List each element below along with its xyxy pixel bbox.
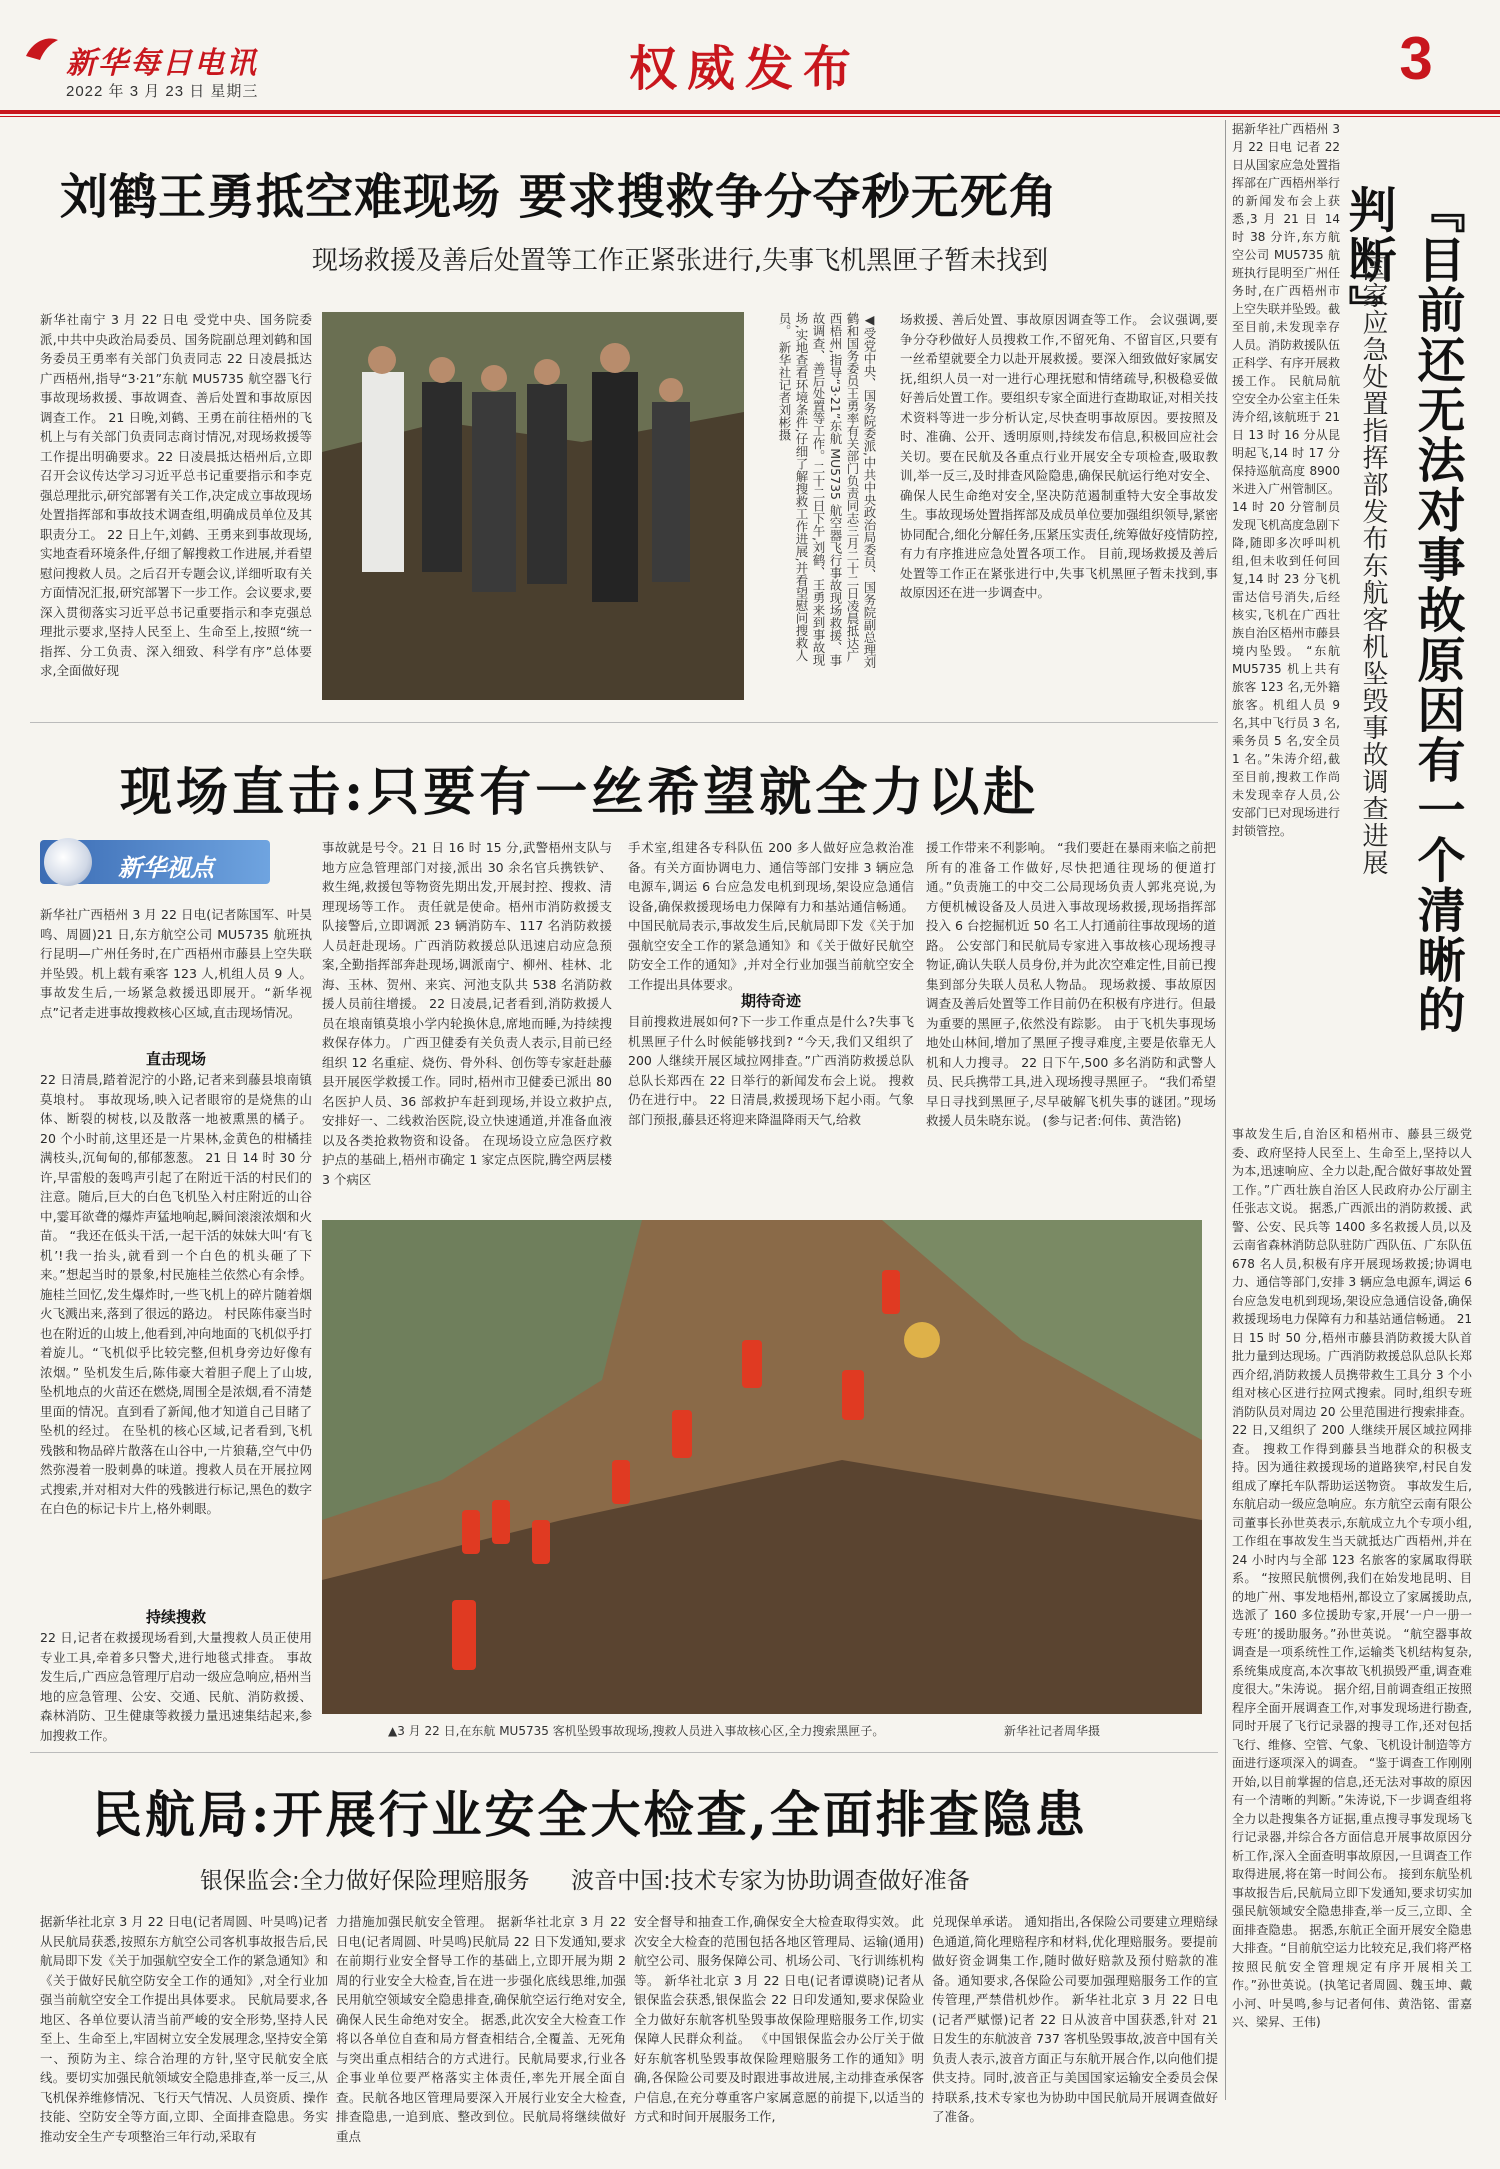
photo-officials-at-site — [322, 312, 744, 700]
issue-date: 2022 年 3 月 23 日 星期三 — [66, 83, 259, 100]
subhead-zhiji: 直击现场 — [145, 1050, 206, 1068]
article-bottom-col1: 据新华社北京 3 月 22 日电(记者周圆、叶昊鸣)记者从民航局获悉,按照东方航空公司客机事故报告后,民航局即下发《关于加强航空安全工作的紧急通知》和《关于做好民航空防安全工作的通知》,对全行业加强当前航空安全工作提出具体要求。 民航局要求,各地区、各单位要认清当前严峻的安全形势,坚持人民至上、生命至上,牢固树立安全发展理念,坚持安全第一、预防为主、综合治理的方针,坚守民航安全底线。要切实加强民航领域安全隐患排查,举一反三,从飞机保养维修情况、飞行天气情况、人员资质、操作技能、空防安全等方面,立即、全面排查隐患。务实推动安全生产专项整治三年行动,采取有 — [40, 1914, 328, 2144]
article-bottom-col2: 力措施加强民航安全管理。 据新华社北京 3 月 22 日电(记者周圆、叶昊鸣)民航局 22 日下发通知,要求在前期行业安全督导工作的基础上,立即开展为期 2 周的行业安全大检查,旨在进一步强化底线思维,加强民用航空领域安全隐患排查,确保航空运行绝对安全,确保人民生命绝对安全。 据悉,此次安全大检查工作将以各单位自查和局方督查相结合,全覆盖、无死角与突出重点相结合的方式进行。民航局要求,行业各企事业单位要严格落实主体责任,率先开展全面自查。民航各地区管理局要深入开展行业安全大检查,排查隐患,一追到底、整改到位。民航局将继续做好重点 — [336, 1914, 626, 2144]
masthead — [0, 0, 1500, 110]
article-mid-col3b: 目前搜救进展如何?下一步工作重点是什么?失事飞机黑匣子什么时候能够找到? “今天,我们又组织了 200 人继续开展区域拉网排查。”广西消防救援总队总队长郑西在 22 日举行的新闻发布会上说。 搜救仍在进行中。 22 日清晨,救援现场下起小雨。气象部门预报,藤县还将迎来降温降雨天气,给救 — [628, 1014, 914, 1127]
photo1-caption: ◀受党中央、国务院委派,中共中央政治局委员、国务院副总理刘鹤和国务委员王勇率有关部门负责同志三月二十二日凌晨抵达广西梧州,指导“3·21”东航 MU5735 航空器飞行事故现场救援、事故调查、善后处置等工作。二十二日下午,刘鹤、王勇来到事故现场,实地查看环境条件,仔细了解搜救工作进展,并看望慰问搜救人员。 新华社记者刘彬摄 — [777, 312, 877, 669]
mid-headline: 现场直击:只要有一丝希望就全力以赴 — [120, 762, 1040, 823]
article-mid-col4: 援工作带来不利影响。 “我们要赶在暴雨来临之前把所有的准备工作做好,尽快把通往现场的便道打通。”负责施工的中交二公局现场负责人郭兆亮说,为方便机械设备及人员进入事故现场救援,现场指挥部投入 6 台挖掘机近 50 名工人打通前往事故现场的道路。 公安部门和民航局专家进入事故核心现场搜寻物证,确认失联人员身份,并为此次空难定性,目前已搜集到部分失联人员私人物品。 现场救援、事故原因调查及善后处置等工作目前仍在积极有序进行。但最为重要的黑匣子,依然没有踪影。 由于飞机失事现场地处山林间,增加了黑匣子搜寻难度,主要是依靠无人机和人力搜寻。 22 日下午,500 多名消防和武警人员、民兵携带工具,进入现场搜寻黑匣子。 “我们希望早日寻找到黑匣子,尽早破解飞机失事的谜团。”现场救援人员朱晓东说。 (参与记者:何伟、黄浩铭) — [926, 840, 1216, 1128]
article-bottom-col3: 安全督导和抽查工作,确保安全大检查取得实效。 此次安全大检查的范围包括各地区管理局、运输(通用)航空公司、服务保障公司、机场公司、飞行训练机构等。 新华社北京 3 月 22 日电(记者谭谟晓)记者从银保监会获悉,银保监会 22 日印发通知,要求保险业全力做好东航客机坠毁事故保险理赔服务工作,切实保障人民群众利益。 《中国银保监会办公厅关于做好东航客机坠毁事故保险理赔服务工作的通知》明确,各保险公司要及时跟进事故进展,主动排查承保客户信息,在充分尊重客户家属意愿的前提下,以适当的方式和时间开展服务工作, — [634, 1914, 924, 2124]
bottom-subheadline-1: 银保监会:全力做好保险理赔服务 — [200, 1868, 530, 1894]
subhead-chixu: 持续搜救 — [145, 1608, 206, 1626]
right-column-rule — [1225, 120, 1226, 2100]
main-headline: 刘鹤王勇抵空难现场 要求搜救争分夺秒无死角 — [60, 169, 1058, 225]
section-title: 权威发布 — [628, 41, 861, 97]
article-mid-col2: 事故就是号令。21 日 16 时 15 分,武警梧州支队与地方应急管理部门对接,派出 30 余名官兵携铁铲、救生绳,救援包等物资先期出发,开展封控、搜救、清理现场等工作。 责任就是使命。梧州市消防救援支队接警后,立即调派 23 辆消防车、117 名消防救援人员赶赴现场。广西消防救援总队迅速启动应急预案,全勤指挥部奔赴现场,调派南宁、柳州、桂林、北海、玉林、贺州、来宾、河池支队共 538 名消防救援人员前往增援。 22 日凌晨,记者看到,消防救援人员在埌南镇莫埌小学内轮换休息,席地而睡,为持续搜救保存体力。 广西卫健委有关负责人表示,目前已经组织 12 名重症、烧伤、骨外科、创伤等专家赶赴藤县开展医学救援工作。同时,梧州市卫健委已派出 80 名医护人员、36 部救护车赶到现场,并设立救护点,安排好一、二线救治医院,设立快速通道,并准备血液以及各类抢救物资和设备。 在现场设立应急医疗救护点的基础上,梧州市确定 1 家定点医院,腾空两层楼 3 个病区 — [322, 840, 612, 1187]
right-vertical-headline: 『目前还无法对事故原因有一个清晰的判断』 — [1340, 185, 1465, 1035]
masthead-logo: 新华每日电讯 — [66, 46, 258, 81]
photo-rescuers-on-slope — [322, 1220, 1202, 1714]
page-number: 3 — [1399, 25, 1433, 92]
article-bottom-col4: 兑现保单承诺。 通知指出,各保险公司要建立理赔绿色通道,简化理赔程序和材料,优化理赔服务。要提前做好资金调集工作,随时做好赔款及预付赔款的准备。通知要求,各保险公司要加强理赔服务工作的宣传管理,严禁借机炒作。 新华社北京 3 月 22 日电(记者严赋憬)记者 22 日从波音中国获悉,针对 21 日发生的东航波音 737 客机坠毁事故,波音中国有关负责人表示,波音方面正与东航开展合作,以向他们提供支持。同时,波音正与美国国家运输安全委员会保持联系,技术专家也为协助中国民航局开展调查做好了准备。 — [932, 1914, 1218, 2124]
subhead-qidai: 期待奇迹 — [740, 992, 801, 1010]
article-mid-col1: 22 日清晨,踏着泥泞的小路,记者来到藤县埌南镇莫埌村。 事故现场,映入记者眼帘的是烧焦的山体、断裂的树枝,以及散落一地被熏黑的橘子。 20 个小时前,这里还是一片果林,金黄色的柑橘挂满枝头,沉甸甸的,郁郁葱葱。 21 日 14 时 30 分许,早雷般的轰鸣声引起了在附近干活的村民们的注意。随后,巨大的白色飞机坠入村庄附近的山谷中,霎耳欲聋的爆炸声猛地响起,瞬间滚滚浓烟和火苗。 “我还在低头干活,一起干活的妹妹大叫‘有飞机’!我一抬头,就看到一个白色的机头砸了下来。”想起当时的景象,村民施桂兰依然心有余悸。 施桂兰回忆,发生爆炸时,一些飞机上的碎片随着烟火飞溅出来,落到了很远的路边。 村民陈伟豪当时也在附近的山坡上,他看到,冲向地面的飞机似乎打着旋儿。“飞机似乎比较完整,但机身旁边好像有浓烟。” 坠机发生后,陈伟豪大着胆子爬上了山坡,坠机地点的火苗还在燃烧,周围全是浓烟,看不清楚里面的情况。直到看了新闻,他才知道自己目睹了坠机的经过。 在坠机的核心区域,记者看到,飞机残骸和物品碎片散落在山谷中,一片狼藉,空气中仍然弥漫着一股刺鼻的味道。搜救人员在开展拉网式搜索,并对相对大件的残骸进行标记,黑色的数字在白色的标记卡片上,格外刺眼。 — [40, 1072, 312, 1516]
article-mid-col3: 手术室,组建各专科队伍 200 多人做好应急救治准备。有关方面协调电力、通信等部门安排 3 辆应急电源车,调运 6 台应急发电机到现场,架设应急通信设备,确保救援现场电力保障有力和基站通信畅通。 中国民航局表示,事故发生后,民航局即下发《关于加强航空安全工作的紧急通知》和《关于做好民航空防安全工作的通知》,并对全行业加强当前航空安全工作提出具体要求。 — [628, 840, 914, 992]
bottom-headline: 民航局:开展行业安全大检查,全面排查隐患 — [92, 1785, 1088, 1844]
main-subheadline: 现场救援及善后处置等工作正紧张进行,失事飞机黑匣子暂未找到 — [311, 246, 1049, 276]
badge-label: 新华视点 — [118, 854, 214, 882]
photo-rescuers-illustration — [322, 1220, 1202, 1714]
article-mid-lead: 新华社广西梧州 3 月 22 日电(记者陈国军、叶昊鸣、周圆)21 日,东方航空公司 MU5735 航班执行昆明—广州任务时,在广西梧州市藤县上空失联并坠毁。机上载有乘客 123 人,机组人员 9 人。事故发生后,一场紧急救援迅即展开。“新华视点”记者走进事故搜救核心区域,直击现场情况。 — [40, 907, 312, 1020]
photo2-caption: ▲3 月 22 日,在东航 MU5735 客机坠毁事故现场,搜救人员进入事故核心区,全力搜索黑匣子。 — [388, 1724, 885, 1738]
article-right-wide: 事故发生后,自治区和梧州市、藤县三级党委、政府坚持人民至上、生命至上,坚持以人为本,迅速响应、全力以赴,配合做好事故处置工作。”广西壮族自治区人民政府办公厅副主任张志文说。 据悉,广西派出的消防救援、武警、公安、民兵等 1400 多名救援人员,以及云南省森林消防总队驻防广西队伍、广东队伍 678 名人员,积极有序开展现场救援;协调电力、通信等部门,安排 3 辆应急电源车,调运 6 台应急发电机到现场,架设应急通信设备,确保救援现场电力保障有力和基站通信畅通。 21 日 15 时 50 分,梧州市藤县消防救援大队首批力量到达现场。广西消防救援总队总队长郑西介绍,消防救援人员携带救生工具分 3 个小组对核心区进行拉网式搜索。同时,组织专班消防队员对周边 20 公里范围进行搜索排查。22 日,又组织了 200 人继续开展区域拉网排查。 搜救工作得到藤县当地群众的积极支持。因为通往救援现场的道路狭窄,村民自发组成了摩托车队帮助运送物资。 事故发生后,东航启动一级应急响应。东方航空云南有限公司董事长孙世英表示,东航成立九个专项小组,工作组在事故发生当天就抵达广西梧州,并在 24 小时内与全部 123 名旅客的家属取得联系。 “按照民航惯例,我们在始发地昆明、目的地广州、事发地梧州,都设立了家属援助点,选派了 160 多位援助专家,开展‘一户一册一专班’的援助服务。”孙世英说。 “航空器事故调查是一项系统性工作,运输类飞机结构复杂,系统集成度高,本次事故飞机损毁严重,调查难度很大。”朱涛说。 据介绍,目前调查组正按照程序全面开展调查工作,对事发现场进行勘查,同时开展了飞行记录器的搜寻工作,还对包括飞行、维修、空管、气象、飞机设计制造等方面进行逐项深入的调查。 “鉴于调查工作刚刚开始,以目前掌握的信息,还无法对事故的原因有一个清晰的判断。”朱涛说,下一步调查组将全力以赴搜集各方证据,重点搜寻事发现场飞行记录器,并综合各方面信息开展事故原因分析工作,深入全面查明事故原因,一旦调查工作取得进展,将在第一时间公布。 接到东航坠机事故报告后,民航局立即下发通知,要求切实加强民航领域安全隐患排查,举一反三,立即、全面排查隐患。 据悉,东航正全面开展安全隐患大排查。“目前航空运力比较充足,我们将严格按照民航安全管理规定有序开展相关工作。”孙世英说。(执笔记者周圆、魏玉坤、戴小河、叶昊鸣,参与记者何伟、黄浩铭、雷嘉兴、梁昇、王伟) — [1232, 1127, 1473, 2029]
photo-officials-illustration — [322, 312, 744, 700]
article-right-narrow: 据新华社广西梧州 3 月 22 日电 记者 22 日从国家应急处置指挥部在广西梧州举行的新闻发布会上获悉,3 月 21 日 14 时 38 分许,东方航空公司 MU5735 航班执行昆明至广州任务时,在广西梧州市上空失联并坠毁。截至目前,未发现幸存人员。消防救援队伍正科学、有序开展救援工作。 民航局航空安全办公室主任朱涛介绍,该航班于 21 日 13 时 16 分从昆明起飞,14 时 17 分保持巡航高度 8900 米进入广州管制区。14 时 20 分管制员发现飞机高度急剧下降,随即多次呼叫机组,但未收到任何回复,14 时 23 分飞机雷达信号消失,后经核实,飞机在广西壮族自治区梧州市藤县境内坠毁。 “东航 MU5735 机上共有旅客 123 名,无外籍旅客。机组人员 9 名,其中飞行员 3 名,乘务员 5 名,安全员 1 名。”朱涛介绍,截至目前,搜救工作尚未发现幸存人员,公安部门已对现场进行封锁管控。 — [1232, 122, 1341, 838]
bottom-subheadline-2: 波音中国:技术专家为协助调查做好准备 — [571, 1868, 970, 1894]
divider — [30, 1752, 1218, 1753]
masthead-rule-thin — [0, 116, 1500, 117]
photo2-credit: 新华社记者周华摄 — [1004, 1724, 1101, 1738]
right-vertical-subheadline: 国家应急处置指挥部发布东航客机坠毁事故调查进展 — [1358, 255, 1388, 876]
globe-icon — [44, 838, 92, 886]
article-mid-col1b: 22 日,记者在救援现场看到,大量搜救人员正使用专业工具,牵着多只警犬,进行地毯式排查。 事故发生后,广西应急管理厅启动一级应急响应,梧州当地的应急管理、公安、交通、民航、消防救援、森林消防、卫生健康等救援力量迅速集结起来,参加搜救工作。 — [40, 1630, 312, 1743]
article-top-col2: 场救援、善后处置、事故原因调查等工作。 会议强调,要争分夺秒做好人员搜救工作,不留死角、不留盲区,只要有一丝希望就要全力以赴开展救援。要深入细致做好家属安抚,组织人员一对一进行心理抚慰和情绪疏导,积极稳妥做好善后处置工作。要组织专家全面进行查勘取证,对相关技术资料等进一步分析认定,尽快查明事故原因。要按照及时、准确、公开、透明原则,持续发布信息,积极回应社会关切。要在民航及各重点行业开展安全专项检查,吸取教训,举一反三,及时排查风险隐患,确保民航运行绝对安全、确保人民生命绝对安全,坚决防范遏制重特大安全事故发生。事故现场处置指挥部及成员单位要加强组织领导,紧密协同配合,细化分解任务,压紧压实责任,统筹做好疫情防控,有力有序推进应急处置各项工作。 目前,现场救援及善后处置等工作正在紧张进行中,失事飞机黑匣子暂未找到,事故原因还在进一步调查中。 — [900, 312, 1218, 600]
divider — [30, 722, 1218, 723]
article-top-col1: 新华社南宁 3 月 22 日电 受党中央、国务院委派,中共中央政治局委员、国务院副总理刘鹤和国务委员王勇率有关部门负责同志 22 日凌晨抵达广西梧州,指导“3·21”东航 MU5735 航空器飞行事故现场救援、事故调查、善后处置和事故原因调查工作。 21 日晚,刘鹤、王勇在前往梧州的飞机上与有关部门负责同志商讨情况,对现场救援等工作提出明确要求。22 日凌晨抵达梧州后,立即召开会议传达学习习近平总书记重要指示和李克强总理批示,研究部署有关工作,决定成立事故现场处置指挥部和事故技术调查组,明确成员单位及其职责分工。 22 日上午,刘鹤、王勇来到事故现场,实地查看环境条件,仔细了解搜救工作进展,并看望慰问搜救人员。之后召开专题会议,详细听取有关方面情况汇报,研究部署下一步工作。会议要求,要深入贯彻落实习近平总书记重要指示和李克强总理批示要求,坚持人民至上、生命至上,按照“统一指挥、分工负责、深入细致、科学有序”总体要求,全面做好现 — [40, 312, 312, 678]
xinhua-logo-icon — [22, 30, 62, 70]
bottom-subheadline — [200, 1862, 1100, 1895]
masthead-rule — [0, 110, 1500, 114]
